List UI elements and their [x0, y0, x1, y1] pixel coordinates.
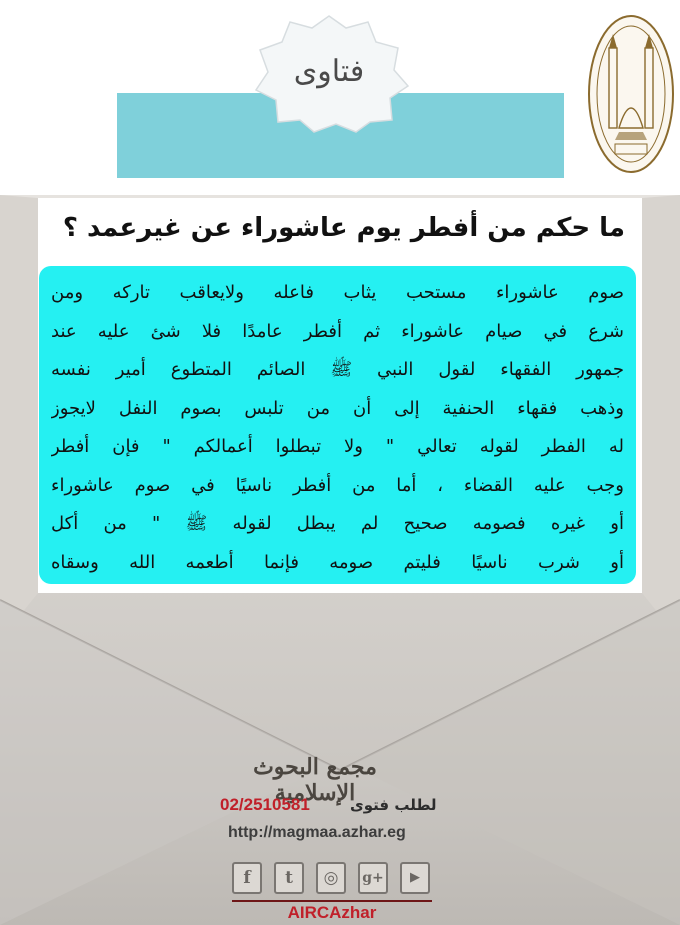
phone-label: لطلب فتوى [350, 796, 437, 814]
social-handle[interactable]: AIRCAzhar [287, 903, 377, 922]
fatwa-badge [248, 14, 410, 134]
youtube-icon[interactable]: ▶ [400, 862, 430, 894]
fatwa-request-row [220, 795, 480, 821]
answer-box [39, 266, 636, 584]
answer-line: أو شرب ناسيًا فليتم صومه فإنما أطعمه الله وسقاه [51, 551, 624, 573]
answer-line: أو غيره فصومه صحيح لم يبطل لقوله ﷺ " من أكل [51, 513, 624, 534]
answer-line: له الفطر لقوله تعالي " ولا تبطلوا أعمالكم " فإن أفطر [51, 436, 624, 457]
answer-line: شرع في صيام عاشوراء ثم أفطر عامدًا فلا شئ عليه عند [51, 320, 624, 342]
organization-name: مجمع البحوث الإسلامية [253, 754, 377, 806]
twitter-icon[interactable]: t [274, 862, 304, 894]
facebook-icon[interactable]: f [232, 862, 262, 894]
answer-line: وجب عليه القضاء ، أما من أفطر ناسيًا في صوم عاشوراء [51, 474, 624, 496]
azhar-logo [585, 8, 677, 183]
answer-line: جمهور الفقهاء لقول النبي ﷺ الصائم المتطوع أمير نفسه [51, 359, 624, 380]
answer-line: صوم عاشوراء مستحب يثاب فاعله ولايعاقب تاركه ومن [51, 282, 624, 303]
answer-line: وذهب فقهاء الحنفية إلى أن من تلبس بصوم النفل لايجوز [51, 397, 624, 419]
google-plus-icon[interactable]: g+ [358, 862, 388, 894]
website-link[interactable]: http://magmaa.azhar.eg [228, 824, 406, 841]
badge-label: فتاوى [293, 54, 365, 89]
question-title: ما حكم من أفطر يوم عاشوراء عن غيرعمد ؟ [62, 213, 625, 243]
phone-number[interactable]: 02/2510581 [220, 795, 310, 814]
footer-divider [232, 900, 432, 902]
social-links [232, 862, 432, 900]
instagram-icon[interactable]: ◎ [316, 862, 346, 894]
